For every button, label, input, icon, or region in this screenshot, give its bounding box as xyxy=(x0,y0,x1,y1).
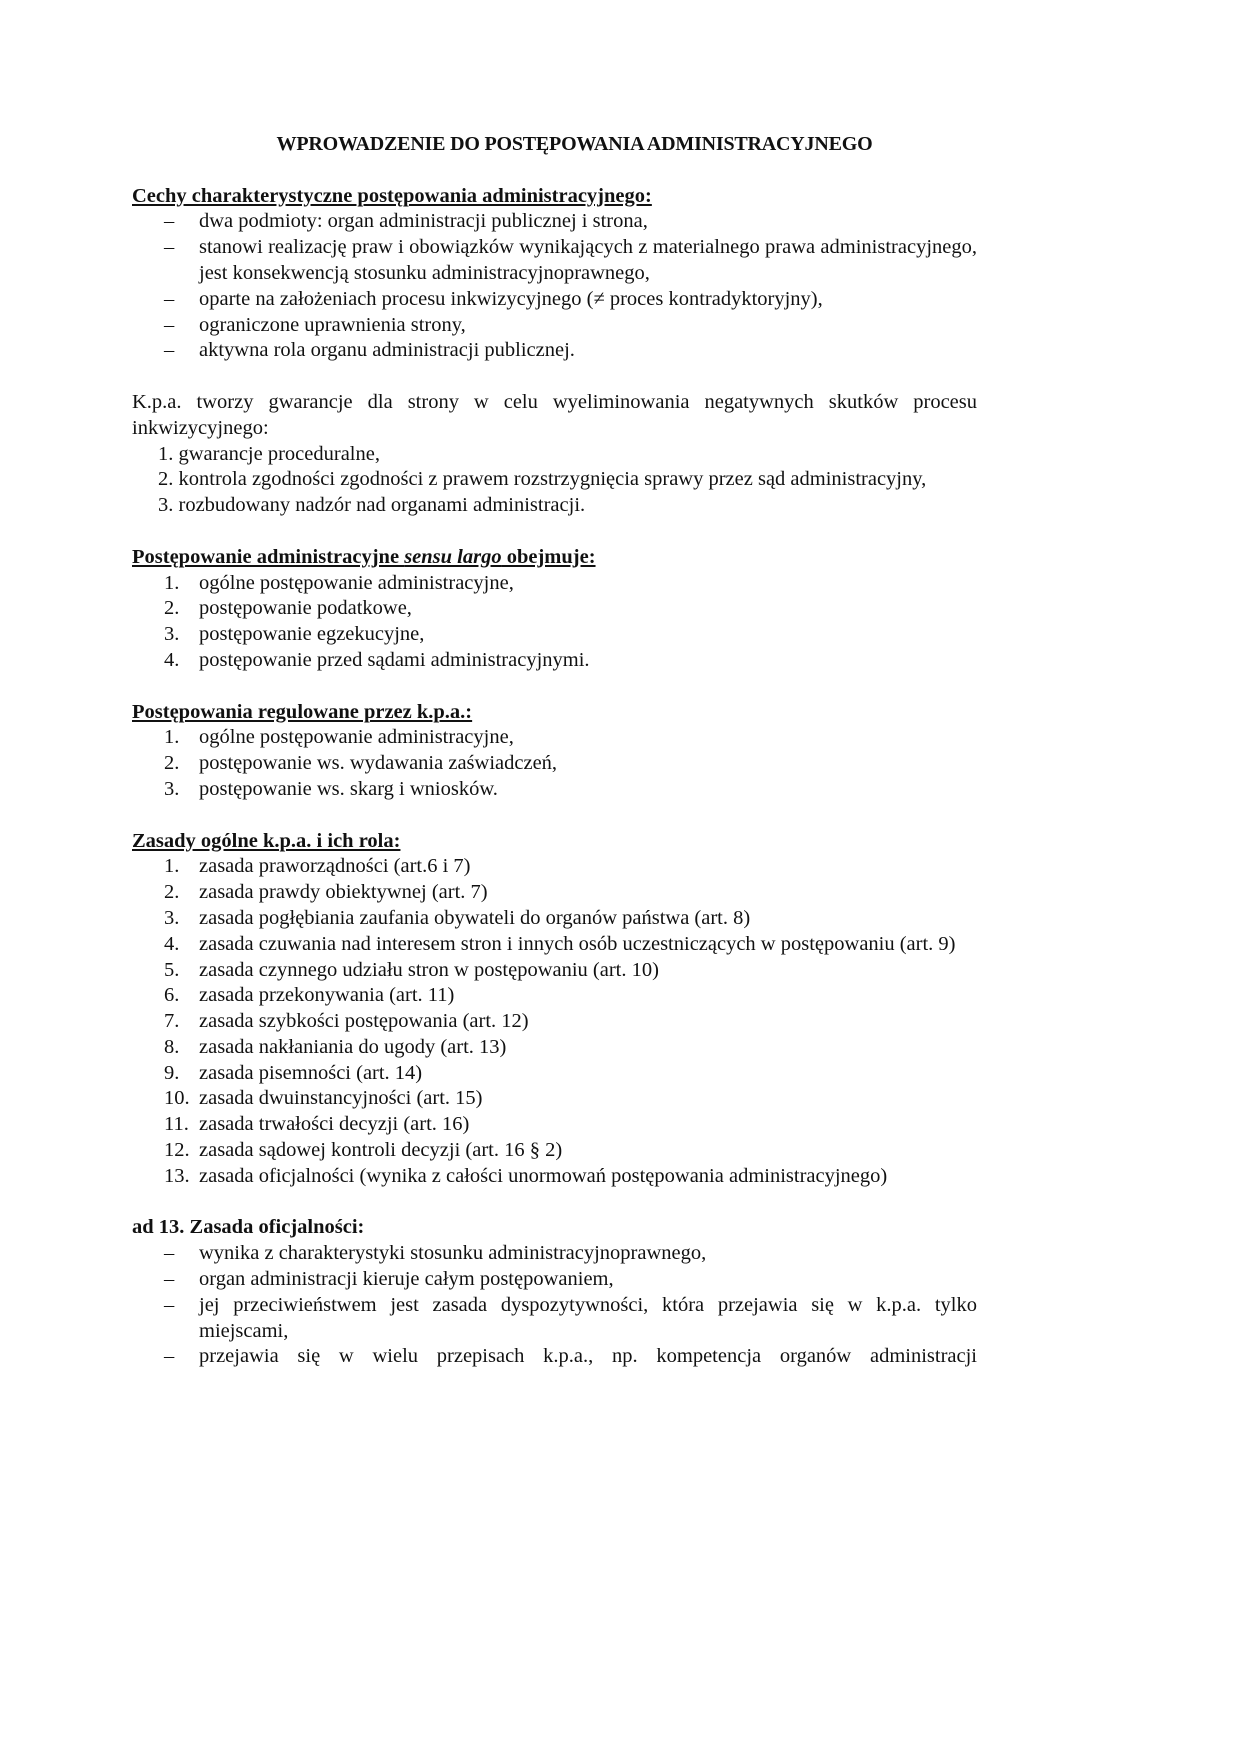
dash-bullet-icon: – xyxy=(164,1345,175,1368)
document-title: WPROWADZENIE DO POSTĘPOWANIA ADMINISTRACYJNEGO xyxy=(276,133,873,155)
list-item-text: zasada prawdy obiektywnej (art. 7) xyxy=(199,881,488,904)
list-item-text: zasada praworządności (art.6 i 7) xyxy=(199,855,471,878)
list-item-text: zasada szybkości postępowania (art. 12) xyxy=(199,1010,529,1033)
list-item-text: zasada czynnego udziału stron w postępowaniu (art. 10) xyxy=(199,958,659,981)
list-item xyxy=(132,648,977,674)
list-number: 7. xyxy=(164,1010,180,1033)
list-number: 10. xyxy=(164,1087,190,1110)
list-number: 13. xyxy=(164,1164,190,1187)
list-item-text: postępowanie egzekucyjne, xyxy=(199,623,425,646)
heading-part: obejmuje: xyxy=(501,545,596,568)
paragraph: K.p.a. tworzy gwarancje dla strony w celu wyeliminowania negatywnych skutków procesu inkwizycyjnego: xyxy=(132,390,977,439)
list-item-text: postępowanie przed sądami administracyjnymi. xyxy=(199,648,590,671)
section xyxy=(132,829,977,1190)
list-item xyxy=(132,1293,977,1345)
dash-bullet-icon: – xyxy=(164,1268,175,1291)
list-number: 3. xyxy=(164,906,180,929)
section-heading xyxy=(132,184,977,210)
list-item xyxy=(132,571,977,597)
list-item xyxy=(132,313,977,339)
heading-part: ad 13. Zasada oficjalności: xyxy=(132,1216,365,1239)
section xyxy=(132,545,977,674)
list-item xyxy=(132,287,977,313)
list-item-text: dwa podmioty: organ administracji publicznej i strona, xyxy=(199,210,648,233)
dash-bullet-icon: – xyxy=(164,210,175,233)
list-item xyxy=(132,1009,977,1035)
list-number: 2. xyxy=(164,752,180,775)
list-item xyxy=(132,622,977,648)
dash-bullet-icon: – xyxy=(164,313,175,336)
list-number: 5. xyxy=(164,958,180,981)
list-item-text: zasada oficjalności (wynika z całości unormowań postępowania administracyjnego) xyxy=(199,1164,888,1187)
list-item xyxy=(132,958,977,984)
section-heading xyxy=(132,829,977,855)
list-item xyxy=(132,1241,977,1267)
list-item-text: ogólne postępowanie administracyjne, xyxy=(199,571,514,594)
section-heading xyxy=(132,1215,977,1241)
list-item xyxy=(132,596,977,622)
list-number: 4. xyxy=(164,648,180,671)
list-item: 1. gwarancje proceduralne, xyxy=(158,442,380,465)
list-item xyxy=(132,338,977,364)
list-number: 6. xyxy=(164,984,180,1007)
list-item xyxy=(132,1086,977,1112)
section-heading xyxy=(132,700,977,726)
list-item xyxy=(132,1267,977,1293)
list-item-text: organ administracji kieruje całym postępowaniem, xyxy=(199,1268,614,1291)
list-item-text: stanowi realizację praw i obowiązków wynikających z materialnego prawa administracyjnego, jest konsekwencją stosunku administracyjnoprawnego, xyxy=(199,236,977,284)
list-number: 2. xyxy=(164,597,180,620)
heading-part: Cechy charakterystyczne postępowania administracyjnego: xyxy=(132,184,652,207)
section xyxy=(132,184,977,365)
list-item xyxy=(132,1164,977,1190)
dash-bullet-icon: – xyxy=(164,1293,175,1316)
list-number: 3. xyxy=(164,623,180,646)
list-item xyxy=(132,932,977,958)
dash-bullet-icon: – xyxy=(164,339,175,362)
document-page xyxy=(132,132,977,1396)
list-item xyxy=(132,209,977,235)
list-item xyxy=(132,1035,977,1061)
section xyxy=(132,390,977,519)
list-item-text: ograniczone uprawnienia strony, xyxy=(199,313,466,336)
list-item-text: zasada przekonywania (art. 11) xyxy=(199,984,455,1007)
list-item-text: ogólne postępowanie administracyjne, xyxy=(199,726,514,749)
list-number: 4. xyxy=(164,932,180,955)
list-item-text: postępowanie ws. skarg i wniosków. xyxy=(199,777,498,800)
list-item-text: aktywna rola organu administracji publicznej. xyxy=(199,339,575,362)
list-item-text: postępowanie ws. wydawania zaświadczeń, xyxy=(199,752,558,775)
list-item-text: jej przeciwieństwem jest zasada dyspozytywności, która przejawia się w k.p.a. tylko miejscami, xyxy=(199,1293,977,1342)
list-item xyxy=(132,777,977,803)
list-item-text: wynika z charakterystyki stosunku administracyjnoprawnego, xyxy=(199,1242,707,1265)
list-number: 1. xyxy=(164,726,180,749)
dash-bullet-icon: – xyxy=(164,236,175,259)
list-item-text: zasada dwuinstancyjności (art. 15) xyxy=(199,1087,483,1110)
document-body xyxy=(132,184,977,1371)
list-item xyxy=(132,1112,977,1138)
list-item xyxy=(132,725,977,751)
heading-part: Postępowania regulowane przez k.p.a.: xyxy=(132,700,473,723)
list-number: 12. xyxy=(164,1139,190,1162)
list-item xyxy=(132,983,977,1009)
list-item-text: postępowanie podatkowe, xyxy=(199,597,412,620)
list-item-text: zasada trwałości decyzji (art. 16) xyxy=(199,1113,470,1136)
list-item-text: zasada czuwania nad interesem stron i innych osób uczestniczących w postępowaniu (art. 9) xyxy=(199,932,956,955)
list-item xyxy=(132,235,977,287)
list-item xyxy=(132,1061,977,1087)
list-number: 8. xyxy=(164,1035,180,1058)
list-item-text: zasada nakłaniania do ugody (art. 13) xyxy=(199,1035,507,1058)
list-item xyxy=(132,880,977,906)
list-item-text: przejawia się w wielu przepisach k.p.a., np. kompetencja organów administracji xyxy=(199,1345,977,1368)
list-item xyxy=(132,1138,977,1164)
list-item xyxy=(132,1344,977,1370)
list-number: 11. xyxy=(164,1113,189,1136)
list-item: 2. kontrola zgodności zgodności z prawem rozstrzygnięcia sprawy przez sąd administracyjny, xyxy=(158,468,927,491)
list-item xyxy=(132,751,977,777)
section xyxy=(132,700,977,803)
section-heading xyxy=(132,545,977,571)
list-number: 3. xyxy=(164,777,180,800)
list-number: 2. xyxy=(164,881,180,904)
list-item-text: zasada sądowej kontroli decyzji (art. 16 § 2) xyxy=(199,1139,563,1162)
list-number: 1. xyxy=(164,571,180,594)
dash-bullet-icon: – xyxy=(164,287,175,310)
list-item-text: oparte na założeniach procesu inkwizycyjnego (≠ proces kontradyktoryjny), xyxy=(199,287,823,310)
heading-part: Zasady ogólne k.p.a. i ich rola: xyxy=(132,829,401,852)
list-item-text: zasada pogłębiania zaufania obywateli do organów państwa (art. 8) xyxy=(199,906,751,929)
list-item: 3. rozbudowany nadzór nad organami administracji. xyxy=(158,494,586,517)
heading-part: sensu largo xyxy=(404,545,502,568)
list-number: 1. xyxy=(164,855,180,878)
dash-bullet-icon: – xyxy=(164,1242,175,1265)
list-item-text: zasada pisemności (art. 14) xyxy=(199,1061,423,1084)
list-number: 9. xyxy=(164,1061,180,1084)
section xyxy=(132,1215,977,1370)
heading-part: Postępowanie administracyjne xyxy=(132,545,405,568)
list-item xyxy=(132,854,977,880)
list-item xyxy=(132,906,977,932)
